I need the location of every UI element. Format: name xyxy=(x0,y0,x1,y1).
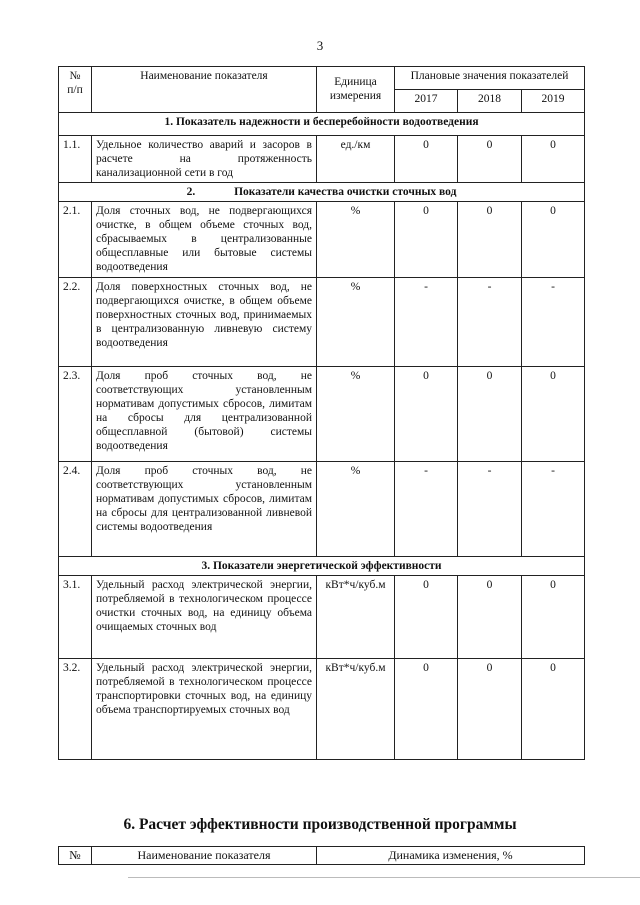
row-value: 0 xyxy=(395,576,458,659)
header-year: 2017 xyxy=(395,90,458,113)
row-value: - xyxy=(395,462,458,557)
row-name: Удельный расход электрической энергии, потребляемой в технологическом процессе транспортировки сточных вод, на единицу объема транспортируемых сточных вод xyxy=(92,659,317,760)
header-name: Наименование показателя xyxy=(92,67,317,113)
table-row xyxy=(59,576,585,659)
row-name: Удельное количество аварий и засоров в расчете на протяженность канализационной сети в год xyxy=(92,136,317,183)
row-value: 0 xyxy=(458,136,522,183)
section-row xyxy=(59,113,585,136)
section-heading: 6. Расчет эффективности производственной программы xyxy=(123,816,517,833)
table-row xyxy=(59,278,585,367)
row-unit: % xyxy=(317,367,395,462)
section-number: 2. xyxy=(186,186,196,199)
indicators-table xyxy=(58,66,585,760)
row-value: - xyxy=(522,462,585,557)
row-value: 0 xyxy=(458,202,522,278)
section-row xyxy=(59,183,585,202)
row-value: - xyxy=(458,462,522,557)
row-value: 0 xyxy=(522,202,585,278)
row-unit: кВт*ч/куб.м xyxy=(317,659,395,760)
row-name: Доля сточных вод, не подвергающихся очистке, в общем объеме сточных вод, сбрасываемых в централизованные общесплавные или бытовые системы водоотведения xyxy=(92,202,317,278)
row-name: Удельный расход электрической энергии, потребляемой в технологическом процессе очистки сточных вод, на единицу объема очищаемых сточных вод xyxy=(92,576,317,659)
row-value: 0 xyxy=(522,576,585,659)
row-value: - xyxy=(522,278,585,367)
row-value: 0 xyxy=(395,367,458,462)
section-title xyxy=(59,113,585,136)
row-value: 0 xyxy=(395,136,458,183)
row-name: Доля проб сточных вод, не соответствующих установленным нормативам допустимых сбросов, лимитам на сбросы для централизованной ливневой системы водоотведения xyxy=(92,462,317,557)
row-number: 1.1. xyxy=(59,136,92,183)
row-name: Доля поверхностных сточных вод, не подвергающихся очистке, в общем объеме поверхностных сточных вод, принимаемых в централизованную ливневую систему водоотведения xyxy=(92,278,317,367)
table-row xyxy=(59,136,585,183)
section-label: Показатель надежности и бесперебойности водоотведения xyxy=(175,116,479,128)
section-number: 3. xyxy=(201,560,211,573)
table-header-row xyxy=(59,847,585,865)
scan-edge-line xyxy=(128,877,640,878)
header-dynamics: Динамика изменения, % xyxy=(317,847,585,865)
header-unit: Единица измерения xyxy=(317,67,395,113)
row-value: 0 xyxy=(522,136,585,183)
row-value: 0 xyxy=(522,367,585,462)
row-number: 2.3. xyxy=(59,367,92,462)
row-unit: % xyxy=(317,202,395,278)
table-row xyxy=(59,659,585,760)
row-number: 3.1. xyxy=(59,576,92,659)
row-unit: % xyxy=(317,278,395,367)
row-name: Доля проб сточных вод, не соответствующих установленным нормативам допустимых сбросов, лимитам на сбросы для централизованной общесплавной (бытовой) системы водоотведения xyxy=(92,367,317,462)
page-number: 3 xyxy=(316,38,324,53)
row-value: 0 xyxy=(395,202,458,278)
section-title xyxy=(59,557,585,576)
header-num: № xyxy=(59,847,92,865)
table-row xyxy=(59,367,585,462)
row-value: 0 xyxy=(458,576,522,659)
header-plan: Плановые значения показателей xyxy=(395,67,585,90)
header-name: Наименование показателя xyxy=(92,847,317,865)
efficiency-table-header xyxy=(58,846,585,865)
row-number: 3.2. xyxy=(59,659,92,760)
header-year: 2018 xyxy=(458,90,522,113)
section-number: 1. xyxy=(164,116,174,128)
table-header-row xyxy=(59,67,585,90)
row-value: - xyxy=(395,278,458,367)
section-row xyxy=(59,557,585,576)
table-row xyxy=(59,202,585,278)
row-value: 0 xyxy=(395,659,458,760)
header-year: 2019 xyxy=(522,90,585,113)
row-unit: кВт*ч/куб.м xyxy=(317,576,395,659)
row-value: 0 xyxy=(458,367,522,462)
row-value: - xyxy=(458,278,522,367)
row-unit: ед./км xyxy=(317,136,395,183)
section-label: Показатели энергетической эффективности xyxy=(212,560,442,573)
row-number: 2.2. xyxy=(59,278,92,367)
row-unit: % xyxy=(317,462,395,557)
row-value: 0 xyxy=(522,659,585,760)
row-value: 0 xyxy=(458,659,522,760)
section-title xyxy=(59,183,585,202)
row-number: 2.4. xyxy=(59,462,92,557)
section-label: Показатели качества очистки сточных вод xyxy=(234,186,457,199)
table-row xyxy=(59,462,585,557)
header-num: № п/п xyxy=(59,67,92,113)
row-number: 2.1. xyxy=(59,202,92,278)
